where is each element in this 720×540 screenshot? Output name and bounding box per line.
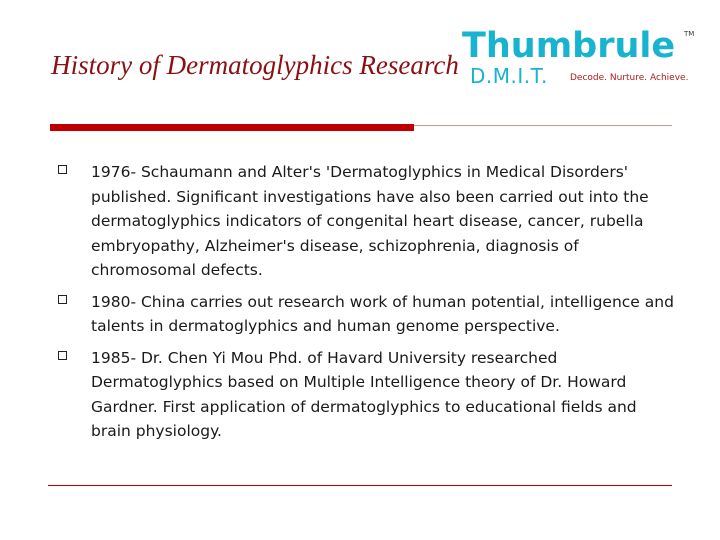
hollow-square-bullet-icon (58, 165, 67, 174)
footer-divider (48, 485, 672, 486)
list-item (58, 160, 678, 283)
logo-tagline: Decode. Nurture. Achieve. (570, 73, 689, 83)
logo-brand (462, 26, 675, 66)
list-item (58, 290, 678, 339)
bullet-text: 1976- Schaumann and Alter's 'Dermatoglyphics in Medical Disorders' published. Significant investigations have also been carried out into the dermatoglyphics indicators of congenital heart disease, cancer, rubella embryopathy, Alzheimer's disease, schizophrenia, diagnosis of chromosomal defects. (91, 163, 649, 279)
logo-trademark: TM (684, 30, 695, 38)
title-accent-bar (50, 124, 414, 131)
logo-product: D.M.I.T. (470, 64, 548, 88)
bullet-text: 1985- Dr. Chen Yi Mou Phd. of Havard University researched Dermatoglyphics based on Multiple Intelligence theory of Dr. Howard Gardner. First application of dermatoglyphics to educational fields and brain physiology. (91, 348, 637, 440)
header-divider (414, 125, 672, 126)
hollow-square-bullet-icon (58, 351, 67, 360)
bullet-list (58, 160, 678, 451)
slide-title: History of Dermatoglyphics Research (51, 50, 459, 80)
list-item (58, 346, 678, 444)
thumbrule-logo (462, 26, 698, 92)
bullet-text: 1980- China carries out research work of human potential, intelligence and talents in dermatoglyphics and human genome perspective. (91, 292, 674, 335)
hollow-square-bullet-icon (58, 295, 67, 304)
logo-brand-text: Thumbrule (462, 26, 676, 66)
